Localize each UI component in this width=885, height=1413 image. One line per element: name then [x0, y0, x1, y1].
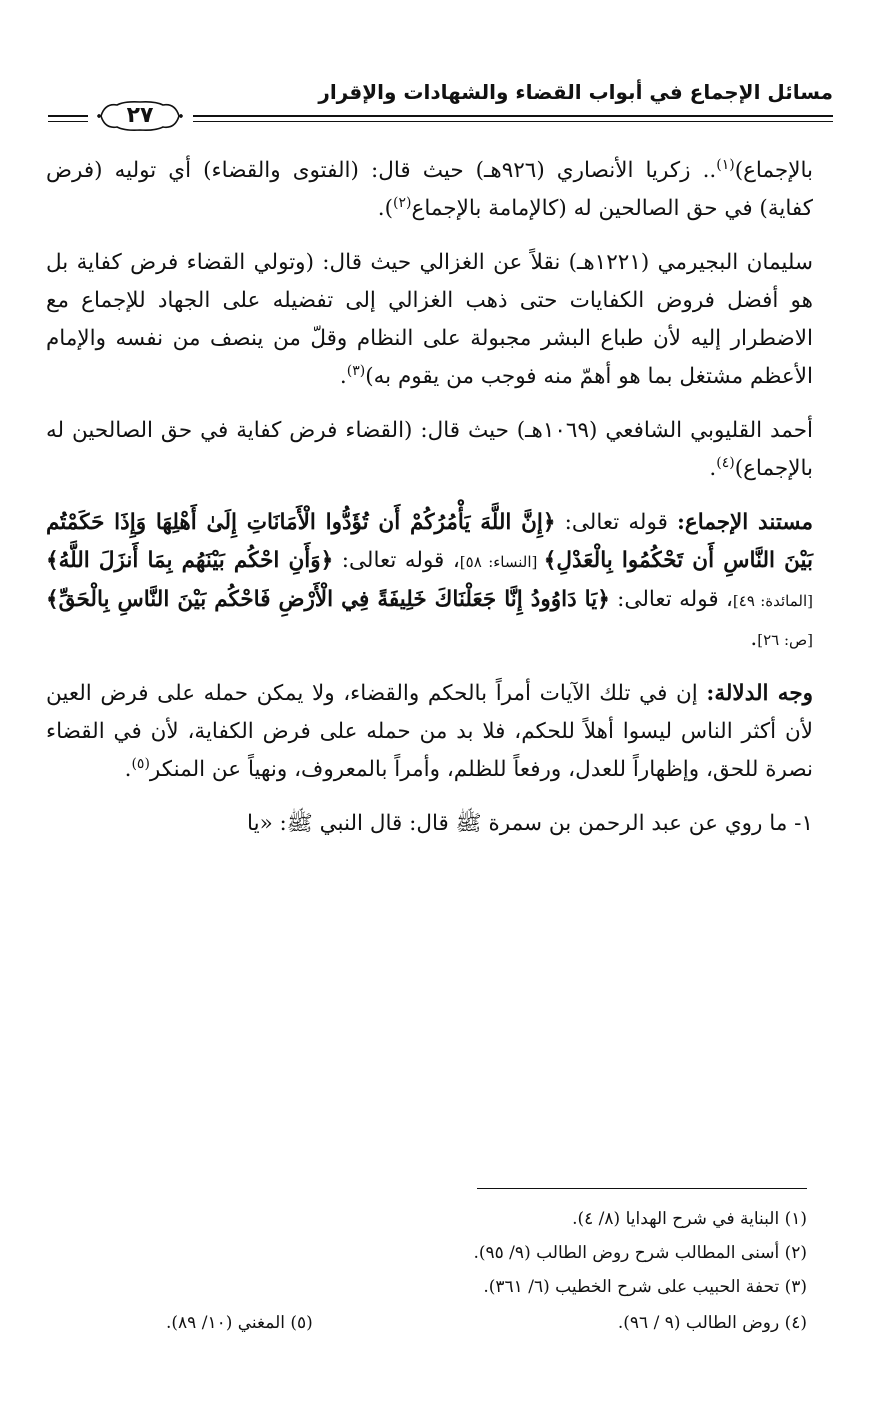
footnote-4: (٤) روض الطالب (٩ / ٩٦).: [617, 1313, 807, 1333]
main-text: [46, 152, 813, 852]
footnote-1: (١) البناية في شرح الهدايا (٨/ ٤).: [572, 1209, 807, 1229]
text-run: ١- ما روي عن عبد الرحمن بن سمرة ﷺ قال: قال النبي ﷺ: «يا: [247, 811, 813, 836]
quran-verse: ﴿يَا دَاوُودُ إِنَّا جَعَلْنَاكَ خَلِيفَةً فِي الْأَرْضِ فَاحْكُم بَيْنَ النَّاسِ بِالْحَقِّ﴾: [46, 587, 610, 612]
text-run: أحمد القليوبي الشافعي (١٠٦٩هـ) حيث قال: (القضاء فرض كفاية في حق الصالحين له بالإجماع): [46, 418, 813, 481]
text-run: بالإجماع): [734, 158, 813, 183]
text-run: إن في تلك الآيات أمراً بالحكم والقضاء، ولا يمكن حمله على فرض العين لأن أكثر الناس ليسوا أهلاً للحكم، فلا بد من حمله على فرض الكفاية، لأن في القضاء نصرة للحق، وإظهاراً للعدل، ورفعاً للظلم، وأمراً بالمعروف، ونهياً عن المنكر: [46, 681, 813, 782]
footnote-2: (٢) أسنى المطالب شرح روض الطالب (٩/ ٩٥).: [473, 1243, 807, 1263]
header-rule-left-thin: [48, 121, 88, 122]
footnote-ref: (٣): [346, 362, 366, 379]
running-header-title: مسائل الإجماع في أبواب القضاء والشهادات والإقرار: [318, 80, 833, 104]
header-rule-thin: [193, 121, 833, 122]
text-run: .: [124, 757, 132, 782]
text-run: ، قوله تعالى:: [609, 587, 733, 612]
footnote-ref: (١): [716, 156, 735, 173]
text-run: .. زكريا الأنصاري (٩٢٦هـ) حيث قال: (الفتوى والقضاء) أي توليه (فرض كفاية) في حق الصالحين له (كالإمامة بالإجماع: [46, 158, 813, 221]
text-run: قوله تعالى:: [555, 510, 677, 535]
paragraph-inference: [46, 675, 813, 789]
header-rule-left: [48, 115, 88, 117]
verse-citation: [ص: ٢٦]: [757, 631, 813, 649]
text-run: .: [339, 364, 347, 389]
footnote-separator: [477, 1188, 807, 1189]
footnote-ref: (٢): [393, 194, 412, 211]
footnote-3: (٣) تحفة الحبيب على شرح الخطيب (٦/ ٣٦١).: [483, 1277, 807, 1297]
footnote-5: (٥) المغني (١٠/ ٨٩).: [166, 1313, 313, 1333]
page-number: ٢٧: [126, 103, 154, 128]
text-run: .: [709, 456, 717, 481]
header-rule: [193, 115, 833, 117]
section-lead: وجه الدلالة:: [706, 681, 813, 706]
paragraph-evidence: [46, 504, 813, 659]
section-lead: مستند الإجماع:: [677, 510, 814, 535]
footnote-ref: (٥): [131, 755, 150, 772]
text-run: ، قوله تعالى:: [333, 548, 460, 573]
page-number-ornament: [95, 99, 185, 133]
verse-citation: [المائدة: ٤٩]: [732, 592, 813, 610]
footnote-ref: (٤): [716, 454, 735, 471]
text-run: ).: [377, 196, 394, 221]
paragraph-bujayrami: [46, 244, 813, 396]
text-run: .: [750, 626, 758, 651]
quran-verse: ﴿إِنَّ اللَّهَ يَأْمُرُكُمْ أَن تُؤَدُّوا الْأَمَانَاتِ إِلَىٰ أَهْلِهَا وَإِذَا حَكَمْتُم بَيْنَ النَّاسِ أَن تَحْكُمُوا بِالْعَدْلِ﴾: [46, 510, 813, 573]
text-run: سليمان البجيرمي (١٢٢١هـ) نقلاً عن الغزالي حيث قال: (وتولي القضاء فرض كفاية بل هو أفضل فروض الكفايات حتى ذهب الغزالي إلى تفضيله على الجهاد للإجماع مع الاضطرار إليه لأن طباع البشر مجبولة على النظام وقلّ من ينصف من نفسه والإمام الأعظم مشتغل بما هو أهمّ منه فوجب من يقوم به): [46, 250, 814, 389]
verse-citation: [النساء: ٥٨]: [459, 553, 544, 571]
paragraph-zakariya: [46, 152, 813, 228]
paragraph-qalyubi: [46, 412, 813, 488]
paragraph-hadith-intro: [46, 805, 813, 843]
quran-verse: ﴿وَأَنِ احْكُم بَيْنَهُم بِمَا أَنزَلَ اللَّهُ﴾: [46, 548, 334, 573]
